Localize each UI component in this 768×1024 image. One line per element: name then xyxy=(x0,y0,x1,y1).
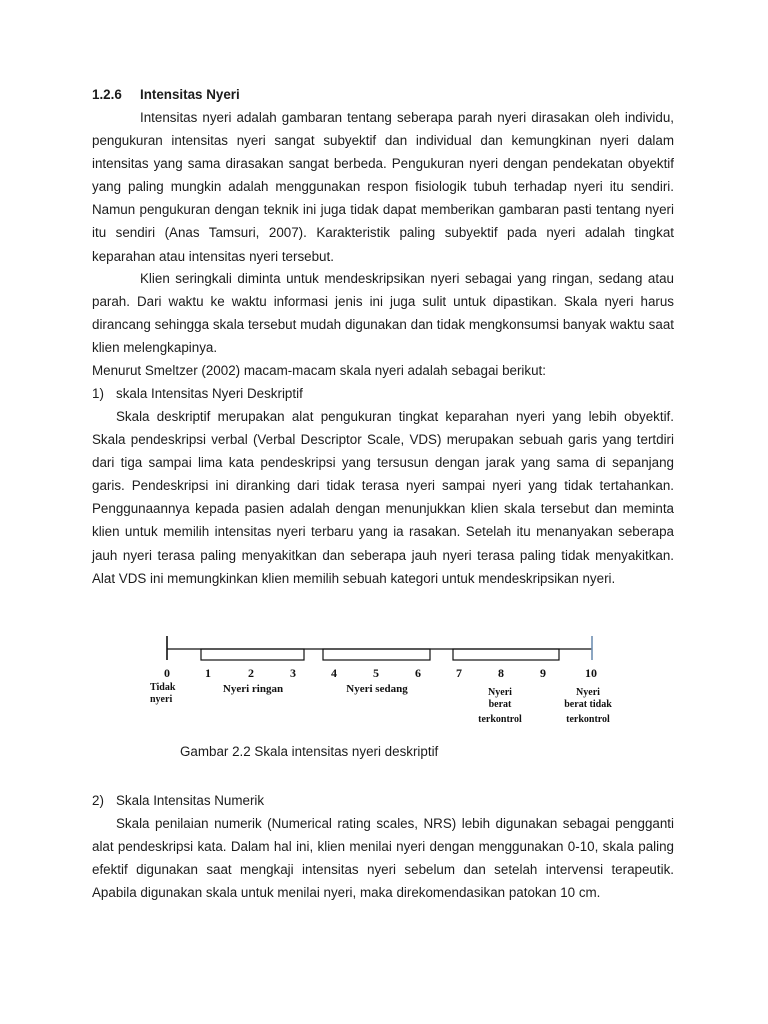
pain-scale-diagram xyxy=(145,632,625,732)
tick-label-6: 6 xyxy=(415,666,421,680)
label-tidak-nyeri-line2: nyeri xyxy=(150,694,173,705)
label-nyeri-ringan: Nyeri ringan xyxy=(222,683,284,695)
section-title: Intensitas Nyeri xyxy=(140,87,240,102)
paragraph-intensitas: Intensitas nyeri adalah gambaran tentang seberapa parah nyeri dirasakan oleh individu, pengukuran intensitas nyeri sangat subyektif dan individual dan kemungkinan nyeri dalam intensitas yang sama dirasakan sangat berbeda. Pengukuran nyeri dengan pendekatan obyektif yang paling mungkin adalah menggunakan respon fisiologik tubuh terhadap nyeri itu sendiri. Namun pengukuran dengan teknik ini juga tidak dapat memberikan gambaran pasti tentang nyeri itu sendiri (Anas Tamsuri, 2007). Karakteristik paling subyektif pada nyeri adalah tingkat keparahan atau intensitas nyeri tersebut. xyxy=(92,110,674,264)
bracket-ringan xyxy=(201,649,304,660)
tick-label-9: 9 xyxy=(540,666,546,680)
list-item-1 xyxy=(92,382,303,405)
tick-label-4: 4 xyxy=(331,666,337,680)
paragraph-deskriptif: Skala deskriptif merupakan alat pengukuran tingkat keparahan nyeri yang lebih obyektif. Skala pendeskripsi verbal (Verbal Descriptor Scale, VDS) merupakan sebuah garis yang tertdiri dari tiga sampai lima kata pendeskripsi yang tersusun dengan jarak yang sama di sepanjang garis. Pendeskripsi ini diranking dari tidak terasa nyeri sampai nyeri yang tidak tertahankan. Penggunaannya kepada pasien adalah dengan menunjukkan klien skala tersebut dan meminta klien untuk memilih intensitas nyeri terbaru yang ia rasakan. Setelah itu menanyakan seberapa jauh nyeri terasa paling menyakitkan dan seberapa jauh nyeri terasa paling tidak menyakitkan. Alat VDS ini memungkinkan klien memilih sebuah kategori untuk mendeskripsikan nyeri. xyxy=(92,409,674,586)
label-tidak-nyeri-line1: Tidak xyxy=(150,682,176,693)
tick-label-7: 7 xyxy=(456,666,462,680)
tick-label-5: 5 xyxy=(373,666,379,680)
bracket-sedang xyxy=(323,649,430,660)
section-heading xyxy=(92,87,240,102)
tick-label-2: 2 xyxy=(248,666,254,680)
label-nyeri-berat-line2: berat xyxy=(488,699,512,710)
tick-label-3: 3 xyxy=(290,666,296,680)
paragraph-numerik: Skala penilaian numerik (Numerical rating scales, NRS) lebih digunakan sebagai pengganti alat pendeskripsi kata. Dalam hal ini, klien menilai nyeri dengan menggunakan 0-10, skala paling efektif digunakan saat mengkaji intensitas nyeri sebelum dan setelah intervensi terapeutik. Apabila digunakan skala untuk menilai nyeri, maka direkomendasikan patokan 10 cm. xyxy=(92,816,674,901)
tick-label-1: 1 xyxy=(205,666,211,680)
paragraph-klien: Klien seringkali diminta untuk mendeskripsikan nyeri sebagai yang ringan, sedang atau parah. Dari waktu ke waktu informasi jenis ini juga sulit untuk dipastikan. Skala nyeri harus dirancang sehingga skala tersebut mudah digunakan dan tidak mengkonsumsi banyak waktu saat klien melengkapinya. xyxy=(92,271,674,356)
tick-label-0: 0 xyxy=(164,666,170,680)
tick-label-10: 10 xyxy=(585,666,597,680)
figure-caption: Gambar 2.2 Skala intensitas nyeri deskriptif xyxy=(180,744,439,759)
list-item-2 xyxy=(92,789,264,812)
label-berat-tidak-line1: Nyeri xyxy=(576,687,600,698)
list-item-2-title: Skala Intensitas Numerik xyxy=(116,793,265,808)
tick-label-8: 8 xyxy=(498,666,504,680)
label-nyeri-berat-line1: Nyeri xyxy=(488,687,512,698)
list-item-1-number: 1) xyxy=(92,386,104,401)
bracket-berat xyxy=(453,649,559,660)
label-nyeri-sedang: Nyeri sedang xyxy=(346,683,408,695)
list-item-2-number: 2) xyxy=(92,793,104,808)
label-berat-tidak-line2: berat tidak xyxy=(564,699,612,710)
label-berat-tidak-line3: terkontrol xyxy=(566,714,610,725)
pain-scale-figure xyxy=(145,632,625,732)
label-nyeri-berat-line3: terkontrol xyxy=(478,714,522,725)
section-number: 1.2.6 xyxy=(92,87,122,102)
list-item-1-title: skala Intensitas Nyeri Deskriptif xyxy=(116,386,303,401)
paragraph-smeltzer: Menurut Smeltzer (2002) macam-macam skala nyeri adalah sebagai berikut: xyxy=(92,363,546,378)
